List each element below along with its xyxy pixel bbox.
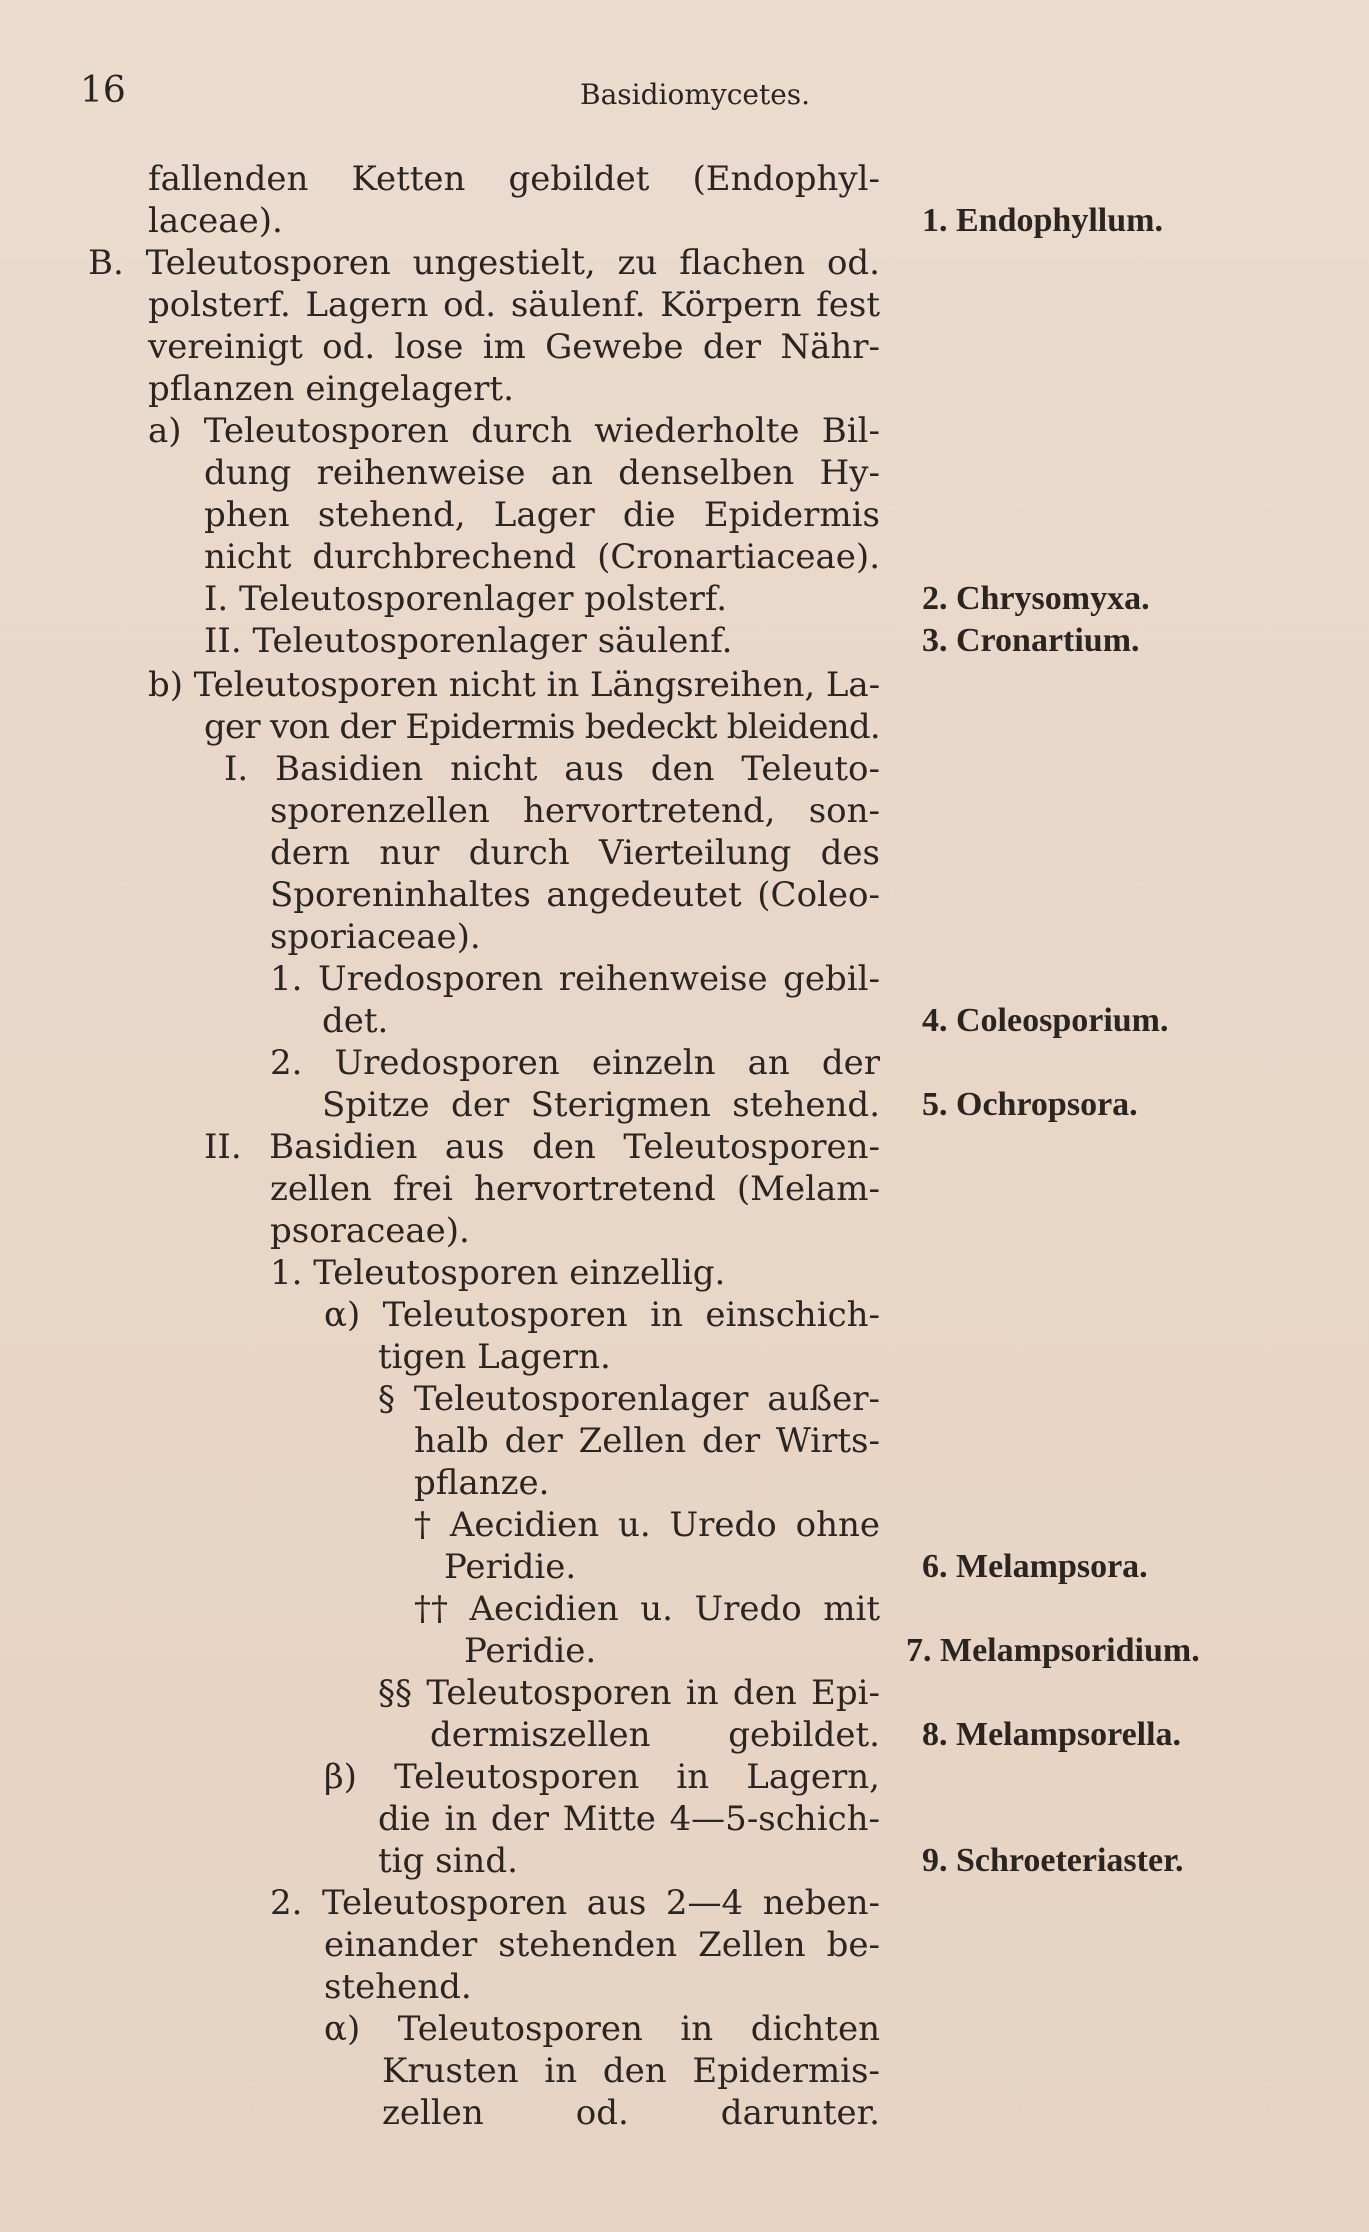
text-line: laceae). — [148, 201, 283, 241]
text-line: I. Basidien nicht aus den Teleuto- — [224, 749, 880, 789]
text-line: zellen frei hervortretend (Melam- — [270, 1169, 880, 1209]
text-line: ger von der Epidermis bedeckt bleidend. — [204, 707, 880, 747]
text-line: Krusten in den Epidermis- — [382, 2051, 880, 2091]
genus-entry: 8. Melampsorella. — [922, 1716, 1182, 1753]
text-line: zellen od. darunter. — [382, 2093, 880, 2133]
text-line: det. — [322, 1001, 389, 1041]
text-line: polsterf. Lagern od. säulenf. Körpern fest — [148, 285, 880, 325]
text-line: †† Aecidien u. Uredo mit — [414, 1589, 880, 1629]
text-line: b) Teleutosporen nicht in Längsreihen, La- — [148, 665, 880, 705]
page-number: 16 — [80, 70, 126, 111]
text-line: † Aecidien u. Uredo ohne — [414, 1505, 880, 1545]
text-line: I. Teleutosporenlager polsterf. — [204, 579, 728, 619]
text-line: dern nur durch Vierteilung des — [270, 833, 880, 873]
text-line: §§ Teleutosporen in den Epi- — [378, 1673, 880, 1713]
text-line: II. Basidien aus den Teleutosporen- — [204, 1127, 880, 1167]
text-line: Sporeninhaltes angedeutet (Coleo- — [270, 875, 880, 915]
text-line: 1. Teleutosporen einzellig. — [270, 1253, 726, 1293]
genus-entry: 3. Cronartium. — [922, 622, 1140, 659]
text-line: psoraceae). — [270, 1211, 470, 1251]
text-line: sporiaceae). — [270, 917, 481, 957]
text-line: einander stehenden Zellen be- — [324, 1925, 880, 1965]
text-line: β) Teleutosporen in Lagern, — [324, 1757, 880, 1797]
text-line: B. Teleutosporen ungestielt, zu flachen od. — [88, 243, 880, 283]
text-line: sporenzellen hervortretend, son- — [270, 791, 880, 831]
genus-entry: 2. Chrysomyxa. — [922, 580, 1150, 617]
genus-entry: 4. Coleosporium. — [922, 1002, 1169, 1039]
text-line: pflanzen eingelagert. — [148, 369, 514, 409]
text-line: halb der Zellen der Wirts- — [414, 1421, 880, 1461]
text-line: phen stehend, Lager die Epidermis — [204, 495, 880, 535]
text-line: α) Teleutosporen in dichten — [324, 2009, 880, 2049]
text-line: 2. Uredosporen einzeln an der — [270, 1043, 880, 1083]
running-head: Basidiomycetes. — [580, 78, 811, 111]
text-line: α) Teleutosporen in einschich- — [324, 1295, 880, 1335]
text-line: Peridie. — [464, 1631, 597, 1671]
text-line: Spitze der Sterigmen stehend. — [322, 1085, 880, 1125]
text-line: a) Teleutosporen durch wiederholte Bil- — [148, 411, 880, 451]
text-line: dung reihenweise an denselben Hy- — [204, 453, 880, 493]
text-line: nicht durchbrechend (Cronartiaceae). — [204, 537, 880, 577]
text-line: II. Teleutosporenlager säulenf. — [204, 621, 733, 661]
genus-entry: 5. Ochropsora. — [922, 1086, 1138, 1123]
text-line: § Teleutosporenlager außer- — [378, 1379, 880, 1419]
text-line: vereinigt od. lose im Gewebe der Nähr- — [148, 327, 880, 367]
genus-entry: 6. Melampsora. — [922, 1548, 1148, 1585]
text-line: 1. Uredosporen reihenweise gebil- — [270, 959, 880, 999]
text-line: stehend. — [324, 1967, 472, 2007]
genus-entry: 9. Schroeteriaster. — [922, 1842, 1184, 1879]
genus-entry: 1. Endophyllum. — [922, 202, 1163, 239]
genus-entry: 7. Melampsoridium. — [906, 1632, 1200, 1669]
text-line: 2. Teleutosporen aus 2—4 neben- — [270, 1883, 880, 1923]
text-line: die in der Mitte 4—5-schich- — [378, 1799, 880, 1839]
text-line: tig sind. — [378, 1841, 518, 1881]
text-line: tigen Lagern. — [378, 1337, 611, 1377]
text-line: pflanze. — [414, 1463, 550, 1503]
text-line: dermiszellen gebildet. — [430, 1715, 880, 1755]
text-line: Peridie. — [444, 1547, 577, 1587]
text-line: fallenden Ketten gebildet (Endophyl- — [148, 159, 880, 199]
